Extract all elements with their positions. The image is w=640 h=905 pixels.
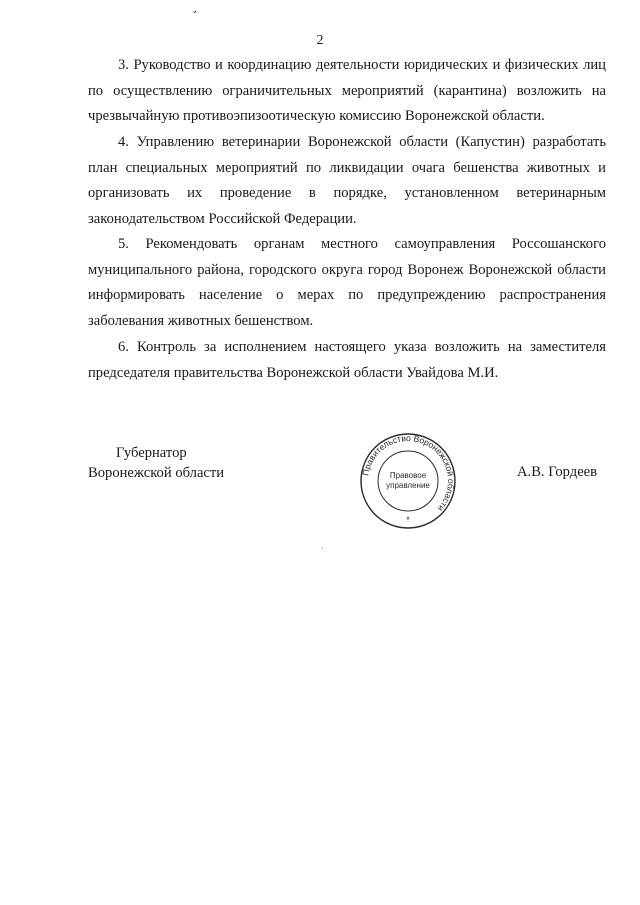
page-number: 2 bbox=[316, 33, 324, 48]
paragraph-4: 4. Управлению ветеринарии Воронежской области (Капустин) разработать план специальных мероприятий по ликвидации очага бешенства животных и организовать их проведение в порядке, установленном ветеринарным законодательством Российской Федерации. bbox=[88, 134, 606, 227]
seal-star: * bbox=[406, 515, 410, 525]
seal-inner-line1: Правовое bbox=[389, 471, 427, 480]
seal-outer-text: Правительство Воронежской области bbox=[360, 432, 457, 514]
seal-inner-line2: управление bbox=[386, 481, 430, 490]
paragraph-3: 3. Руководство и координацию деятельности юридических и физических лиц по осуществлению ограничительных мероприятий (карантина) возложить на чрезвычайную противоэпизоотическую комиссию Воронежской области. bbox=[88, 57, 606, 125]
seal-graphic bbox=[358, 431, 458, 531]
position-region: Воронежской области bbox=[88, 465, 225, 481]
signatory-name: А.В. Гордеев bbox=[517, 464, 598, 480]
official-seal bbox=[358, 431, 458, 531]
paragraph-6: 6. Контроль за исполнением настоящего указа возложить на заместителя председателя правительства Воронежской области Увайдова М.И. bbox=[88, 339, 606, 381]
signatory-position bbox=[88, 443, 224, 483]
corner-pen-mark: ˇ bbox=[191, 7, 201, 23]
scan-speck bbox=[322, 548, 323, 549]
position-title: Губернатор bbox=[116, 445, 187, 461]
document-body bbox=[88, 53, 606, 386]
paragraph-5: 5. Рекомендовать органам местного самоуправления Россошанского муниципального района, городского округа город Воронеж Воронежской области информировать население о мерах по предупреждению распространения заболевания животных бешенством. bbox=[88, 236, 606, 329]
